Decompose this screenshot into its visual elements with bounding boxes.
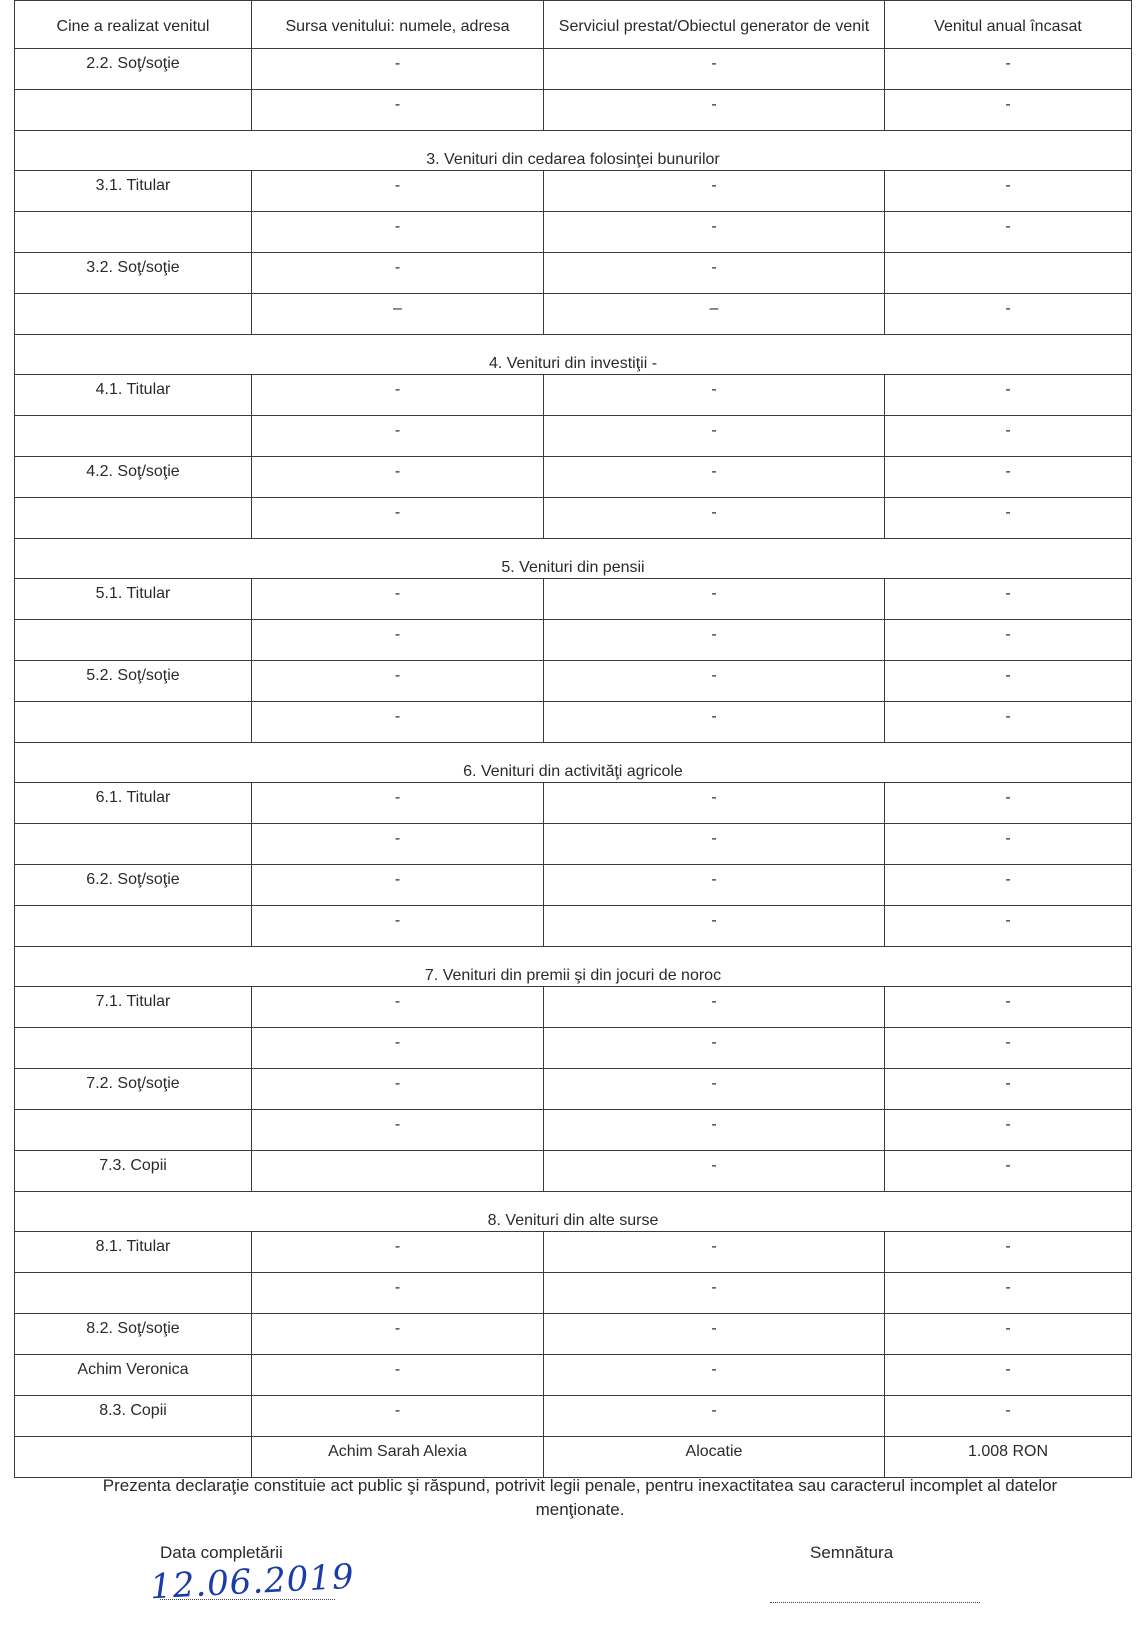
header-income: Venitul anual încasat (885, 1, 1132, 49)
cell-source: - (252, 579, 544, 620)
cell-who: 8.3. Copii (15, 1396, 252, 1437)
cell-who: 7.1. Titular (15, 987, 252, 1028)
section-title: 8. Venituri din alte surse (15, 1192, 1132, 1232)
cell-source: - (252, 212, 544, 253)
cell-source: - (252, 865, 544, 906)
table-row (15, 1437, 1132, 1478)
cell-service: - (544, 1151, 885, 1192)
signature-label: Semnătura (810, 1543, 894, 1562)
cell-income: - (885, 1273, 1132, 1314)
cell-income: 1.008 RON (885, 1437, 1132, 1478)
cell-source: - (252, 987, 544, 1028)
cell-service: - (544, 1232, 885, 1273)
cell-source: - (252, 1028, 544, 1069)
section-title: 4. Venituri din investiţii - (15, 335, 1132, 375)
cell-who: 4.1. Titular (15, 375, 252, 416)
cell-income: - (885, 906, 1132, 947)
cell-source: - (252, 824, 544, 865)
cell-who (15, 90, 252, 131)
cell-source: - (252, 375, 544, 416)
signature-block (790, 1543, 1010, 1563)
cell-service: - (544, 906, 885, 947)
cell-service: - (544, 1355, 885, 1396)
table-row (15, 49, 1132, 90)
cell-service: - (544, 661, 885, 702)
table-row (15, 457, 1132, 498)
cell-income: - (885, 987, 1132, 1028)
cell-income: - (885, 620, 1132, 661)
cell-who: 6.1. Titular (15, 783, 252, 824)
legal-statement: Prezenta declaraţie constituie act public şi răspund, potrivit legii penale, pentru inexactitatea sau caracterul incomplet al datelor menţionate. (102, 1476, 1058, 1519)
cell-source: - (252, 253, 544, 294)
cell-who: 8.1. Titular (15, 1232, 252, 1273)
cell-service: - (544, 375, 885, 416)
header-source: Sursa venitului: numele, adresa (252, 1, 544, 49)
cell-source: – (252, 294, 544, 335)
cell-income: - (885, 1396, 1132, 1437)
cell-income (885, 253, 1132, 294)
table-row (15, 253, 1132, 294)
cell-source: - (252, 1232, 544, 1273)
cell-who (15, 1028, 252, 1069)
cell-service: - (544, 824, 885, 865)
table-row (15, 1028, 1132, 1069)
cell-who: 4.2. Soţ/soţie (15, 457, 252, 498)
table-row (15, 294, 1132, 335)
table-row (15, 1151, 1132, 1192)
cell-income: - (885, 212, 1132, 253)
cell-source: - (252, 171, 544, 212)
completion-date-block (149, 1543, 360, 1608)
cell-service: - (544, 702, 885, 743)
cell-source: - (252, 906, 544, 947)
cell-income: - (885, 1151, 1132, 1192)
section-row (15, 743, 1132, 783)
section-title: 5. Venituri din pensii (15, 539, 1132, 579)
cell-service: - (544, 1110, 885, 1151)
income-declaration-table (14, 0, 1132, 1478)
cell-source: - (252, 1355, 544, 1396)
cell-who: 5.1. Titular (15, 579, 252, 620)
cell-who (15, 702, 252, 743)
table-row (15, 375, 1132, 416)
cell-income: - (885, 1069, 1132, 1110)
cell-service: - (544, 416, 885, 457)
cell-source: - (252, 416, 544, 457)
cell-who (15, 1273, 252, 1314)
table-row (15, 1110, 1132, 1151)
table-body (15, 49, 1132, 1478)
section-title: 7. Venituri din premii şi din jocuri de noroc (15, 947, 1132, 987)
table-row (15, 416, 1132, 457)
section-title: 3. Venituri din cedarea folosinţei bunurilor (15, 131, 1132, 171)
cell-service: - (544, 1028, 885, 1069)
cell-income: - (885, 783, 1132, 824)
cell-income: - (885, 375, 1132, 416)
cell-service: - (544, 1396, 885, 1437)
date-label: Data completării (160, 1543, 283, 1562)
table-row (15, 1396, 1132, 1437)
cell-income: - (885, 1355, 1132, 1396)
cell-service: - (544, 171, 885, 212)
section-row (15, 335, 1132, 375)
cell-service: - (544, 579, 885, 620)
cell-who (15, 498, 252, 539)
table-row (15, 661, 1132, 702)
cell-service: - (544, 90, 885, 131)
table-row (15, 865, 1132, 906)
cell-who (15, 294, 252, 335)
cell-income: - (885, 294, 1132, 335)
table-row (15, 1273, 1132, 1314)
cell-service: Alocatie (544, 1437, 885, 1478)
cell-income: - (885, 1110, 1132, 1151)
cell-income: - (885, 90, 1132, 131)
cell-who (15, 1110, 252, 1151)
cell-income: - (885, 579, 1132, 620)
cell-who: 7.2. Soţ/soţie (15, 1069, 252, 1110)
cell-source: - (252, 90, 544, 131)
table-row (15, 702, 1132, 743)
cell-income: - (885, 1314, 1132, 1355)
cell-source: - (252, 1110, 544, 1151)
cell-income: - (885, 416, 1132, 457)
cell-source: - (252, 1069, 544, 1110)
cell-source: - (252, 1273, 544, 1314)
cell-who: 3.2. Soţ/soţie (15, 253, 252, 294)
cell-source: - (252, 620, 544, 661)
cell-service: - (544, 49, 885, 90)
cell-income: - (885, 702, 1132, 743)
cell-service: - (544, 498, 885, 539)
cell-income: - (885, 49, 1132, 90)
cell-who: 2.2. Soţ/soţie (15, 49, 252, 90)
cell-service: - (544, 783, 885, 824)
section-title: 6. Venituri din activităţi agricole (15, 743, 1132, 783)
cell-income: - (885, 1232, 1132, 1273)
section-row (15, 947, 1132, 987)
table-row (15, 90, 1132, 131)
cell-who (15, 416, 252, 457)
section-row (15, 539, 1132, 579)
cell-income: - (885, 171, 1132, 212)
cell-source: - (252, 783, 544, 824)
cell-who (15, 1437, 252, 1478)
cell-source: - (252, 457, 544, 498)
header-service: Serviciul prestat/Obiectul generator de venit (544, 1, 885, 49)
cell-source: - (252, 1314, 544, 1355)
table-row (15, 498, 1132, 539)
section-row (15, 1192, 1132, 1232)
table-row (15, 783, 1132, 824)
table-row (15, 1232, 1132, 1273)
cell-service: - (544, 457, 885, 498)
cell-who: 8.2. Soţ/soţie (15, 1314, 252, 1355)
cell-who: 5.2. Soţ/soţie (15, 661, 252, 702)
cell-income: - (885, 457, 1132, 498)
cell-source: Achim Sarah Alexia (252, 1437, 544, 1478)
cell-source (252, 1151, 544, 1192)
table-row (15, 906, 1132, 947)
cell-income: - (885, 824, 1132, 865)
cell-service: - (544, 865, 885, 906)
cell-who: 6.2. Soţ/soţie (15, 865, 252, 906)
cell-service: - (544, 1273, 885, 1314)
cell-who (15, 824, 252, 865)
cell-who: Achim Veronica (15, 1355, 252, 1396)
table-row (15, 171, 1132, 212)
cell-service: - (544, 1069, 885, 1110)
header-who: Cine a realizat venitul (15, 1, 252, 49)
cell-who (15, 212, 252, 253)
table-row (15, 579, 1132, 620)
cell-who: 3.1. Titular (15, 171, 252, 212)
cell-service: - (544, 212, 885, 253)
cell-who (15, 906, 252, 947)
cell-service: – (544, 294, 885, 335)
cell-source: - (252, 498, 544, 539)
section-row (15, 131, 1132, 171)
table-row (15, 1069, 1132, 1110)
cell-who: 7.3. Copii (15, 1151, 252, 1192)
signature-dotted-line (770, 1601, 980, 1603)
cell-who (15, 620, 252, 661)
cell-source: - (252, 661, 544, 702)
handwritten-date: 12.06.2019 (149, 1556, 356, 1608)
table-row (15, 987, 1132, 1028)
cell-source: - (252, 49, 544, 90)
cell-income: - (885, 1028, 1132, 1069)
table-row (15, 1355, 1132, 1396)
cell-income: - (885, 661, 1132, 702)
table-header-row (15, 1, 1132, 49)
cell-source: - (252, 702, 544, 743)
cell-source: - (252, 1396, 544, 1437)
cell-income: - (885, 498, 1132, 539)
table-row (15, 1314, 1132, 1355)
cell-income: - (885, 865, 1132, 906)
table-row (15, 620, 1132, 661)
table-row (15, 824, 1132, 865)
cell-service: - (544, 987, 885, 1028)
date-dotted-line (160, 1598, 335, 1600)
cell-service: - (544, 253, 885, 294)
cell-service: - (544, 620, 885, 661)
cell-service: - (544, 1314, 885, 1355)
table-row (15, 212, 1132, 253)
